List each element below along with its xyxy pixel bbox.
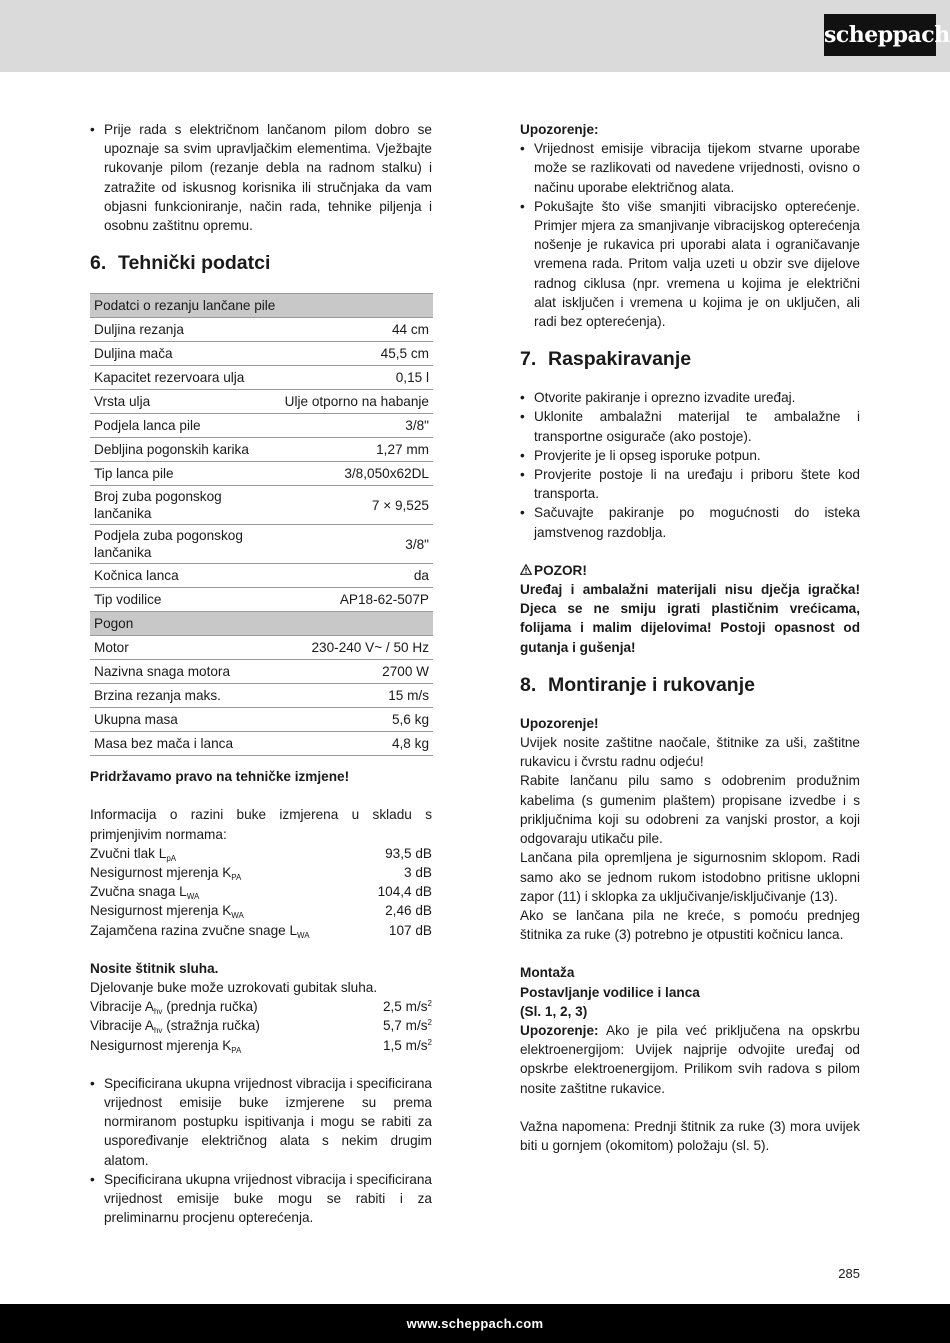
paragraph: Ako se lančana pila ne kreće, s pomoću prednjeg štitnika za ruke (3) potrebno je otpustiti kočnicu lanca. xyxy=(520,907,860,943)
table-row xyxy=(90,660,433,684)
bottom-list xyxy=(90,1074,432,1228)
spec-value: Ulje otporno na habanje xyxy=(278,390,433,414)
measurement-label: Nesigurnost mjerenja $K_{PA}$ xyxy=(90,1037,242,1055)
table-row xyxy=(90,525,433,564)
spec-label: Nazivna snaga motora xyxy=(90,660,278,684)
measurement-row xyxy=(90,882,432,901)
spec-label: Podjela zuba pogonskog lančanika xyxy=(90,525,278,564)
spec-label: Vrsta ulja xyxy=(90,390,278,414)
table-row xyxy=(90,462,433,486)
list-item: • Provjerite postoje li na uređaju i priboru štete kod transporta. xyxy=(520,465,860,503)
spec-value: 4,8 kg xyxy=(278,732,433,756)
list-item: • Prije rada s električnom lančanom pilom dobro se upoznaje sa svim upravljačkim elementima. Vježbajte rukovanje pilom (rezanje debla na radnom stalku) i zatražite od iskusnog korisnika ili stručnjaka da vam objasni funkcioniranje, način rada, tehnike piljenja i osobnu zaštitnu opremu. xyxy=(90,120,432,235)
warning-triangle-icon xyxy=(520,561,534,580)
spec-value: da xyxy=(278,564,433,588)
table-row xyxy=(90,684,433,708)
mount-subtitle: Postavljanje vodilice i lanca xyxy=(520,984,700,1000)
measurement-row xyxy=(90,921,432,940)
hearing-title: Nosite štitnik sluha. xyxy=(90,960,219,976)
list-item: • Provjerite je li opseg isporuke potpun. xyxy=(520,446,860,465)
caution-heading: POZOR! xyxy=(520,561,860,580)
spec-label: Kapacitet rezervoara ulja xyxy=(90,366,278,390)
spec-label: Brzina rezanja maks. xyxy=(90,684,278,708)
measurement-label: Zajamčena razina zvučne snage $L_{WA}$ xyxy=(90,922,310,940)
spec-label: Kočnica lanca xyxy=(90,564,278,588)
footer-band xyxy=(0,1304,950,1343)
group-label: Pogon xyxy=(90,612,433,636)
section-heading-6: 6. Tehnički podatci xyxy=(90,252,271,275)
spec-label: Masa bez mača i lanca xyxy=(90,732,278,756)
measurement-label: Vibracije $A_{hv}$ (prednja ručka) xyxy=(90,999,258,1017)
measurement-value: 5,7 $m/s^2$ xyxy=(382,1018,432,1034)
list-item: • Specificirana ukupna vrijednost vibracija i specificirana vrijednost emisije buke izmjerene su prema normiranom postupku ispitivanja i mogu se rabiti za uspoređivanje električnog alata s nekim drugim alatom. xyxy=(90,1074,432,1170)
table-row xyxy=(90,486,433,525)
measurement-value: 93,5 dB xyxy=(385,845,432,861)
spec-label: Debljina pogonskih karika xyxy=(90,438,278,462)
spec-value: 15 m/s xyxy=(278,684,433,708)
list-item: • Specificirana ukupna vrijednost vibracija i specificirana vrijednost emisije buke mogu se rabiti i za preliminarnu procjenu opterećenja. xyxy=(90,1170,432,1228)
measurement-label: Nesigurnost mjerenja $K_{WA}$ xyxy=(90,903,244,921)
unpack-list xyxy=(520,388,860,542)
section-heading-8: 8. Montiranje i rukovanje xyxy=(520,673,755,696)
measurement-row xyxy=(90,997,432,1016)
spec-value: 44 cm xyxy=(278,318,433,342)
measurement-label: Zvučni tlak $L_{pA}$ xyxy=(90,845,177,863)
warning-title: Upozorenje: xyxy=(520,122,599,137)
spec-value: 1,27 mm xyxy=(278,438,433,462)
spec-value: AP18-62-507P xyxy=(278,588,433,612)
measurement-row xyxy=(90,844,432,863)
important-note: Važna napomena: Prednji štitnik za ruke (3) mora uvijek biti u gornjem (okomitom) položaju (sl. 5). xyxy=(520,1118,860,1153)
table-group-header xyxy=(90,612,433,636)
hearing-text: Djelovanje buke može uzrokovati gubitak sluha. xyxy=(90,980,378,996)
measurement-row xyxy=(90,1016,432,1035)
paragraph: Uvijek nosite zaštitne naočale, štitnike za uši, zaštitne rukavicu i čvrstu radnu odjeću! xyxy=(520,735,860,770)
measurement-label: Vibracije $A_{hv}$ (stražnja ručka) xyxy=(90,1018,260,1036)
spec-label: Podjela lanca pile xyxy=(90,414,278,438)
technical-data-table xyxy=(90,293,433,756)
measurement-value: 1,5 $m/s^2$ xyxy=(382,1037,432,1053)
spec-label: Ukupna masa xyxy=(90,708,278,732)
measurement-row xyxy=(90,901,432,920)
spec-label: Duljina mača xyxy=(90,342,278,366)
table-row xyxy=(90,732,433,756)
spec-label: Tip vodilice xyxy=(90,588,278,612)
group-label: Podatci o rezanju lančane pile xyxy=(90,294,433,318)
brand-logo: scheppach xyxy=(824,14,936,56)
list-item: • Otvorite pakiranje i oprezno izvadite uređaj. xyxy=(520,388,860,407)
table-row xyxy=(90,366,433,390)
intro-list xyxy=(90,120,432,235)
mount-figure-ref: (Sl. 1, 2, 3) xyxy=(520,1003,588,1019)
measurement-value: 2,5 $m/s^2$ xyxy=(382,999,432,1015)
warning-list xyxy=(520,139,860,331)
list-item: • Vrijednost emisije vibracija tijekom stvarne uporabe može se razlikovati od navedene vrijednosti, ovisno o načinu uporabe električnog alata. xyxy=(520,139,860,197)
spec-label: Motor xyxy=(90,636,278,660)
measurement-value: 3 dB xyxy=(404,865,432,881)
table-row xyxy=(90,342,433,366)
list-item: • Uklonite ambalažni materijal te ambalažne i transportne osigurače (ako postoje). xyxy=(520,407,860,445)
table-row xyxy=(90,564,433,588)
table-row xyxy=(90,588,433,612)
left-column xyxy=(90,120,432,1227)
spec-label: Tip lanca pile xyxy=(90,462,278,486)
noise-intro: Informacija o razini buke izmjerena u skladu s primjenjivim normama: xyxy=(90,807,432,842)
measurement-value: 107 dB xyxy=(388,922,432,938)
table-row xyxy=(90,390,433,414)
mount-title: Montaža xyxy=(520,965,575,981)
table-row xyxy=(90,414,433,438)
vibration-values xyxy=(90,997,432,1055)
spec-label: Duljina rezanja xyxy=(90,318,278,342)
page-number: 285 xyxy=(838,1266,860,1281)
spec-value: 7 × 9,525 xyxy=(278,486,433,525)
spec-label: Broj zuba pogonskog lančanika xyxy=(90,486,278,525)
spec-value: 45,5 cm xyxy=(278,342,433,366)
table-group-header xyxy=(90,294,433,318)
reserve-note: Pridržavamo pravo na tehničke izmjene! xyxy=(90,769,350,785)
measurement-value: 2,46 dB xyxy=(385,903,432,919)
table-row xyxy=(90,708,433,732)
measurement-label: Zvučna snaga $L_{WA}$ xyxy=(90,884,200,902)
list-item: • Sačuvajte pakiranje po mogućnosti do isteka jamstvenog razdoblja. xyxy=(520,503,860,541)
website-link[interactable]: www.scheppach.com xyxy=(406,1316,544,1331)
table-row xyxy=(90,318,433,342)
right-column xyxy=(520,120,860,1155)
noise-values xyxy=(90,844,432,940)
paragraph: Rabite lančanu pilu samo s odobrenim produžnim kabelima (s gumenim plaštem) propisane izvedbe i s priključnima koji su odobreni za vanjski prostor, a koji odgovaraju utikaču pile. xyxy=(520,773,860,847)
table-row xyxy=(90,438,433,462)
measurement-row xyxy=(90,1036,432,1055)
spec-value: 5,6 kg xyxy=(278,708,433,732)
caution-text: Uređaj i ambalažni materijali nisu dječja igračka! Djeca se ne smiju igrati plastičnim vrećicama, folijama i malim dijelovima! Postoji opasnost od gutanja i gušenja! xyxy=(520,582,860,655)
spec-value: 3/8" xyxy=(278,414,433,438)
spec-value: 2700 W xyxy=(278,660,433,684)
spec-value: 230-240 V~ / 50 Hz xyxy=(278,636,433,660)
measurement-value: 104,4 dB xyxy=(377,884,432,900)
table-row xyxy=(90,636,433,660)
header-band xyxy=(0,0,950,72)
section-heading-7: 7. Raspakiravanje xyxy=(520,348,692,371)
warning2-title: Upozorenje! xyxy=(520,715,599,731)
spec-value: 3/8,050x62DL xyxy=(278,462,433,486)
mount-warning: Upozorenje: Ako je pila već priključena na opskrbu elektroenergijom: Uvijek najprije odvojite uređaj od opskrbe elektroenergijom. Prilikom svih radova s pilom nosite zaštitne rukavice. xyxy=(520,1022,860,1096)
spec-value: 0,15 l xyxy=(278,366,433,390)
measurement-row xyxy=(90,863,432,882)
list-item: • Pokušajte što više smanjiti vibracijsko opterećenje. Primjer mjera za smanjivanje vibracijskog opterećenja nošenje je rukavica pri uporabi alata i ograničavanje vremena rada. Pritom valja uzeti u obzir sve dijelove radnog ciklusa (npr. vremena u kojima je električni alat isključen i vremena u kojima je on uključen, ali radi bez opterećenja). xyxy=(520,197,860,331)
spec-value: 3/8" xyxy=(278,525,433,564)
paragraph: Lančana pila opremljena je sigurnosnim sklopom. Radi samo ako se jednom rukom istodobno pritisne uklopni zapor (11) i sklopka za uključivanje/isključivanje (13). xyxy=(520,850,860,904)
measurement-label: Nesigurnost mjerenja $K_{PA}$ xyxy=(90,865,242,883)
